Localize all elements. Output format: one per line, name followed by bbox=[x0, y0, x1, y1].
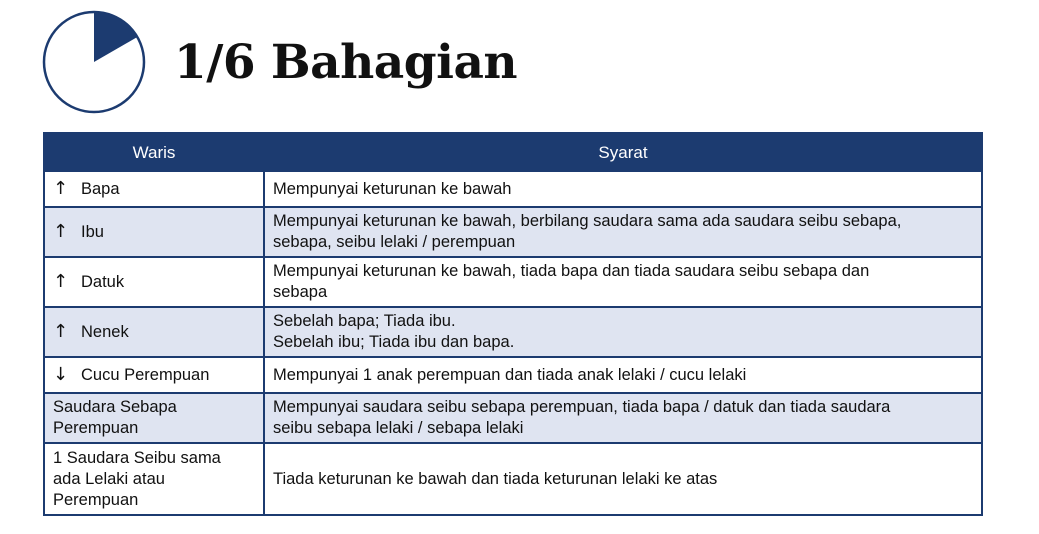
syarat-text-line: sebapa bbox=[273, 283, 328, 301]
syarat-text-line: Mempunyai keturunan ke bawah, berbilang saudara sama ada saudara seibu sebapa, bbox=[273, 212, 902, 230]
arrow-down-icon: ↓ bbox=[53, 364, 69, 385]
arrow-up-icon: ↑ bbox=[53, 221, 69, 242]
table-header-row bbox=[44, 133, 982, 171]
cell-syarat bbox=[264, 207, 982, 257]
cell-syarat bbox=[264, 357, 982, 393]
column-header-waris: Waris bbox=[44, 133, 264, 171]
syarat-text-line: seibu sebapa lelaki / sebapa lelaki bbox=[273, 419, 524, 437]
cell-syarat bbox=[264, 257, 982, 307]
page-title: 1/6 Bahagian bbox=[174, 34, 518, 90]
table-row bbox=[44, 207, 982, 257]
waris-label-line: 1 Saudara Seibu sama bbox=[53, 448, 221, 467]
cell-waris bbox=[44, 307, 264, 357]
waris-label: Nenek bbox=[81, 323, 129, 341]
waris-syarat-table bbox=[43, 132, 983, 516]
cell-syarat bbox=[264, 307, 982, 357]
table-row bbox=[44, 307, 982, 357]
cell-waris bbox=[44, 257, 264, 307]
waris-label: Datuk bbox=[81, 273, 125, 291]
syarat-text-line: Mempunyai keturunan ke bawah bbox=[273, 179, 512, 198]
table-row bbox=[44, 443, 982, 515]
syarat-text-line: Tiada keturunan ke bawah dan tiada keturunan lelaki ke atas bbox=[273, 469, 718, 488]
waris-label: Cucu Perempuan bbox=[81, 366, 210, 384]
arrow-up-icon: ↑ bbox=[53, 271, 69, 292]
syarat-text-line: Mempunyai 1 anak perempuan dan tiada anak lelaki / cucu lelaki bbox=[273, 365, 747, 384]
syarat-text-line: Sebelah bapa; Tiada ibu. bbox=[273, 312, 456, 330]
cell-syarat bbox=[264, 171, 982, 207]
waris-label: Ibu bbox=[81, 223, 104, 241]
waris-label-line: Saudara Sebapa bbox=[53, 398, 177, 416]
table-row bbox=[44, 393, 982, 443]
arrow-up-icon: ↑ bbox=[53, 321, 69, 342]
page-header bbox=[42, 10, 517, 114]
syarat-text-line: sebapa, seibu lelaki / perempuan bbox=[273, 233, 516, 251]
table-row bbox=[44, 171, 982, 207]
waris-label-line: Perempuan bbox=[53, 419, 139, 437]
cell-waris bbox=[44, 207, 264, 257]
cell-waris bbox=[44, 357, 264, 393]
cell-waris bbox=[44, 443, 264, 515]
waris-label: Bapa bbox=[81, 180, 120, 198]
table-row bbox=[44, 257, 982, 307]
cell-waris bbox=[44, 393, 264, 443]
cell-waris bbox=[44, 171, 264, 207]
syarat-text-line: Mempunyai saudara seibu sebapa perempuan, tiada bapa / datuk dan tiada saudara bbox=[273, 398, 891, 416]
cell-syarat bbox=[264, 393, 982, 443]
waris-label-line: ada Lelaki atau bbox=[53, 469, 165, 488]
column-header-syarat: Syarat bbox=[264, 133, 982, 171]
one-sixth-pie-icon bbox=[42, 10, 146, 114]
syarat-text-line: Sebelah ibu; Tiada ibu dan bapa. bbox=[273, 333, 515, 351]
waris-label-line: Perempuan bbox=[53, 490, 139, 509]
arrow-up-icon: ↑ bbox=[53, 178, 69, 199]
syarat-text-line: Mempunyai keturunan ke bawah, tiada bapa dan tiada saudara seibu sebapa dan bbox=[273, 262, 870, 280]
table-row bbox=[44, 357, 982, 393]
cell-syarat bbox=[264, 443, 982, 515]
